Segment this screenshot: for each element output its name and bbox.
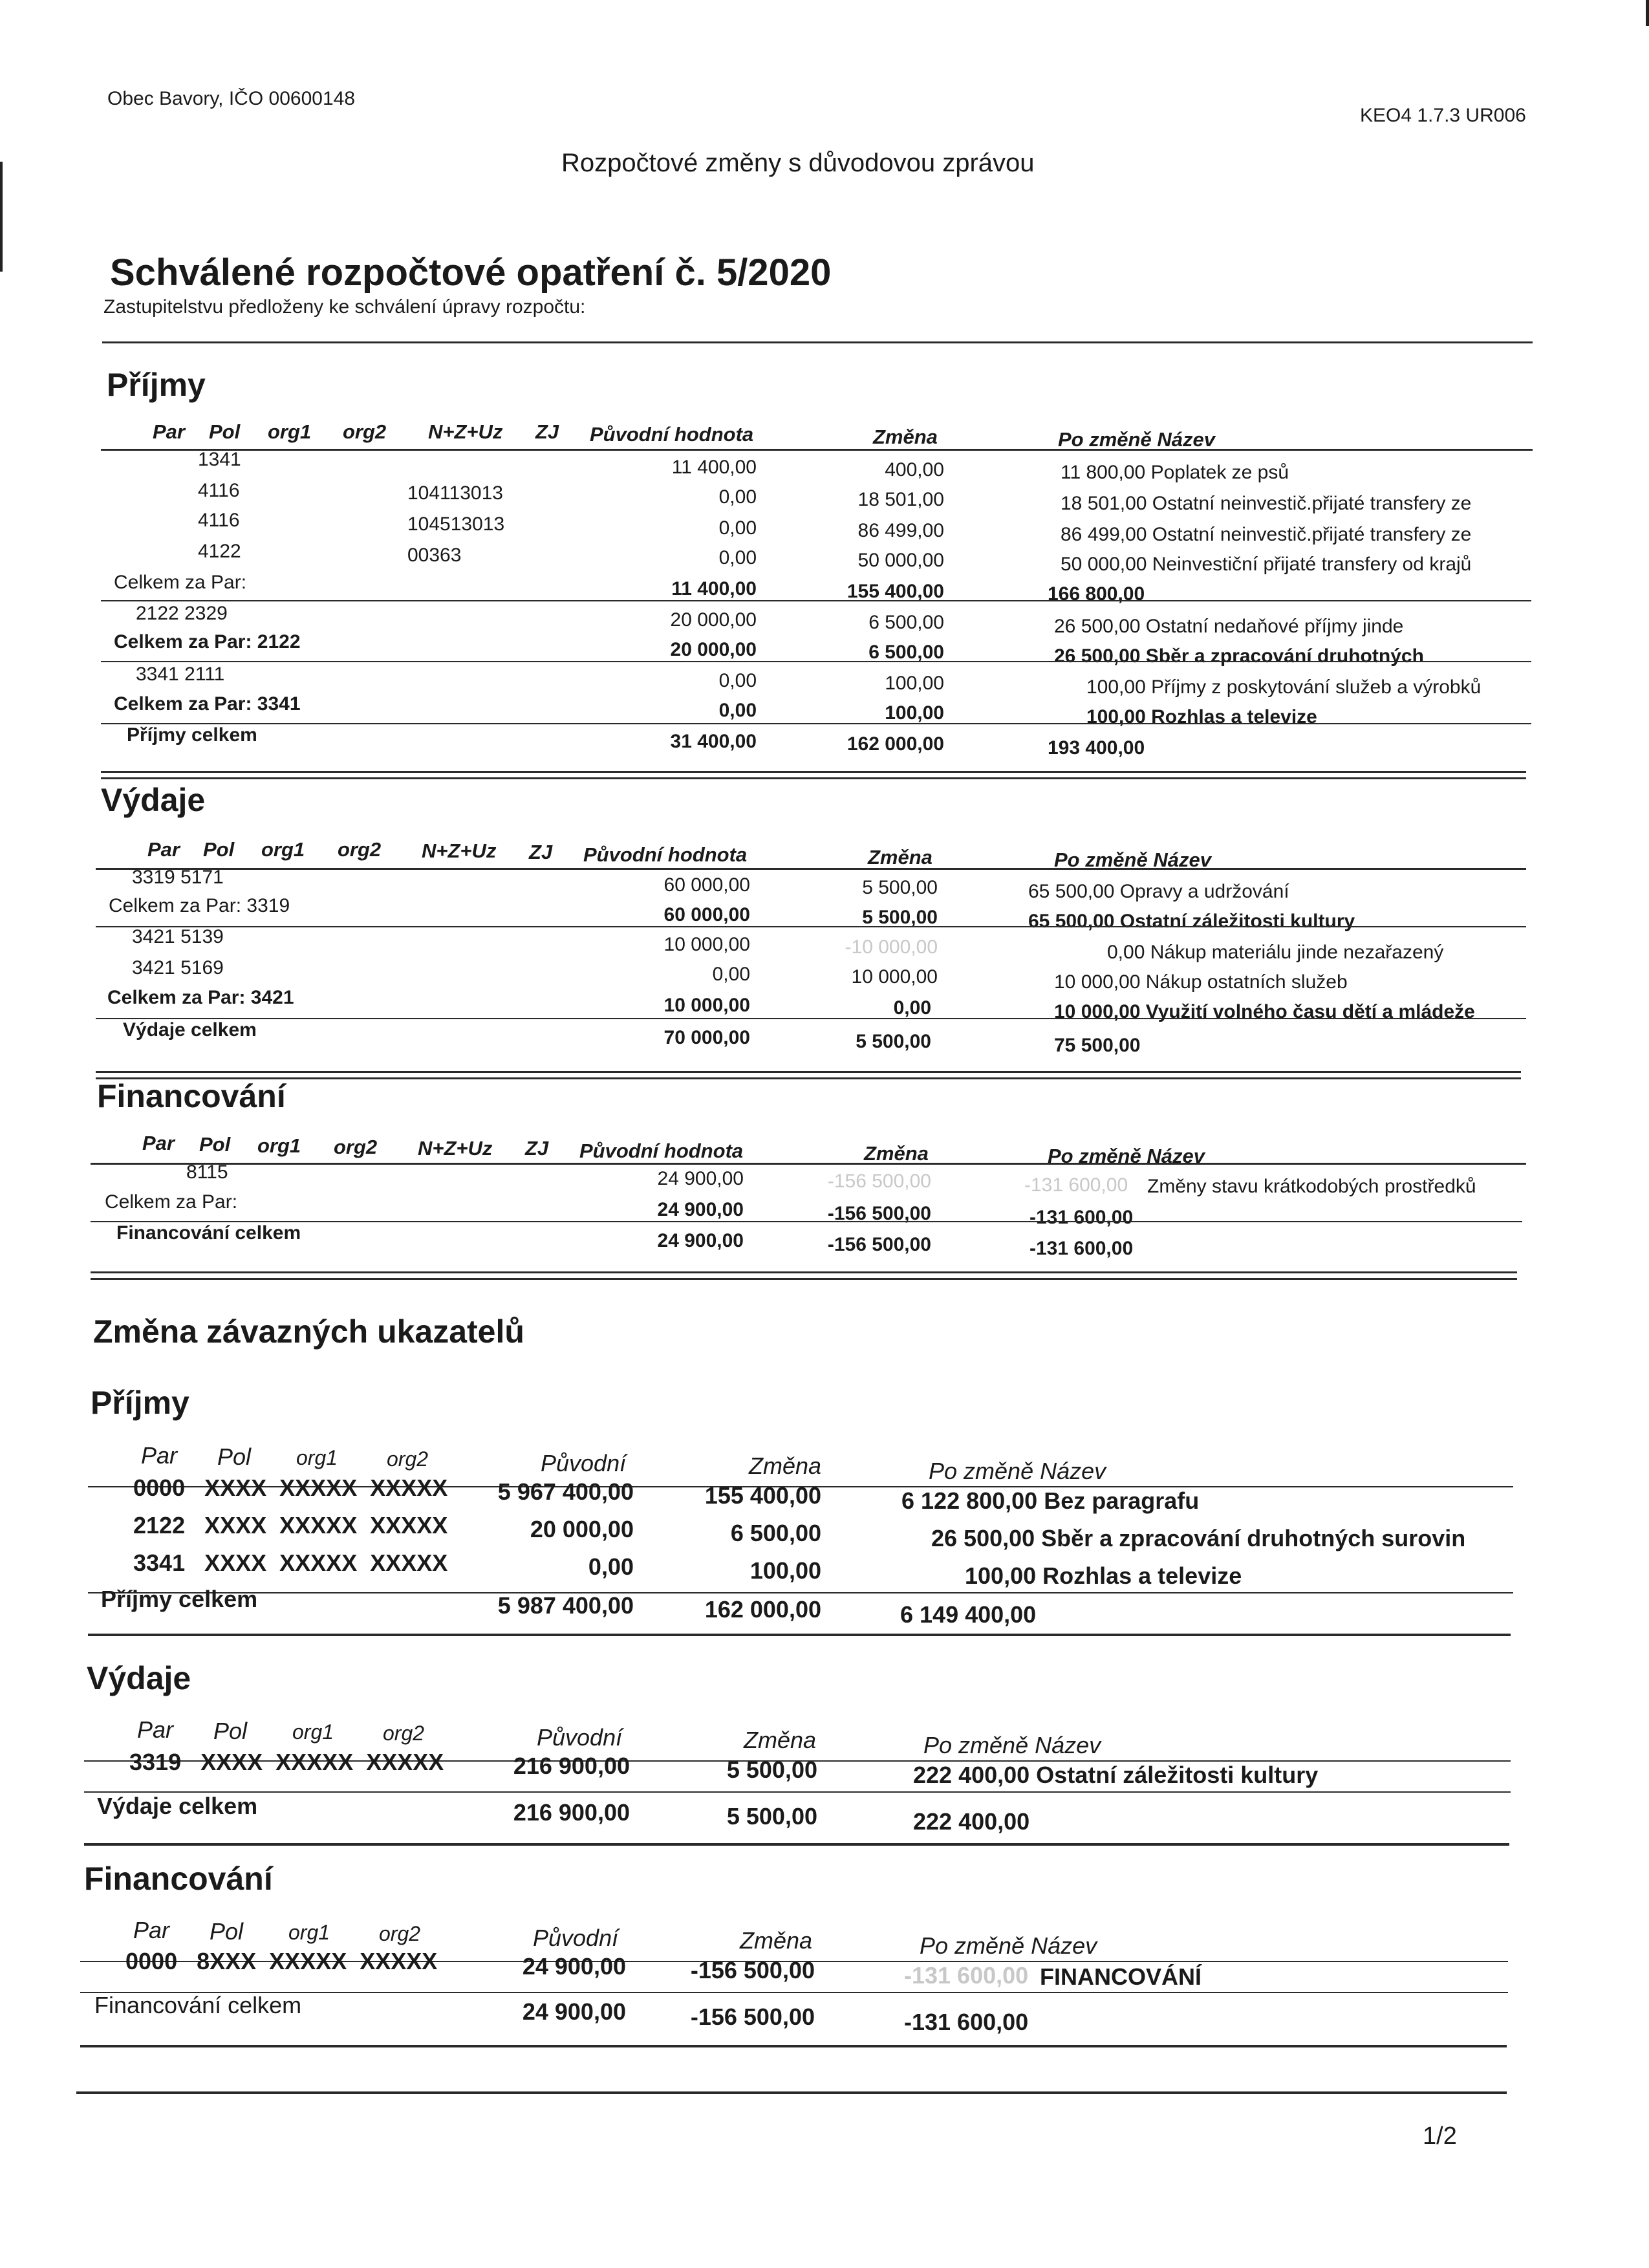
prijmy-heading: Příjmy	[107, 367, 206, 403]
row-pp: 4122	[198, 541, 241, 562]
subtotal-after: 10 000,00 Využití volného času dětí a mládeže	[1054, 1001, 1475, 1022]
col-org2: org2	[387, 1447, 429, 1471]
total-rule	[91, 1271, 1517, 1273]
row-org: 104513013	[407, 513, 505, 535]
total-change: 162 000,00	[846, 733, 944, 755]
col-org2: org2	[334, 1136, 378, 1158]
scan-edge-right	[1646, 0, 1649, 26]
col-par: Par	[142, 1132, 175, 1154]
row-after: 86 499,00 Ostatní neinvestič.přijaté transfery ze	[1061, 524, 1472, 545]
col-change: Změna	[873, 426, 938, 448]
col-par: Par	[133, 1917, 170, 1943]
col-after: Po změně Název	[920, 1932, 1097, 1959]
col-nzu: N+Z+Uz	[418, 1137, 493, 1160]
subtotal-after: 65 500,00 Ostatní záležitosti kultury	[1028, 911, 1355, 932]
subtotal-label: Celkem za Par:	[114, 572, 247, 593]
zmena-vydaje-heading: Výdaje	[87, 1660, 191, 1696]
row-orig: 216 900,00	[513, 1753, 630, 1779]
total-rule	[96, 1071, 1521, 1073]
total-rule	[84, 1843, 1509, 1846]
col-par: Par	[147, 838, 180, 861]
row-orig: 20 000,00	[530, 1516, 634, 1542]
subtotal-orig: 0,00	[718, 700, 757, 721]
scan-edge-left	[0, 162, 3, 272]
row-pp: 3421 5169	[132, 957, 224, 978]
col-after: Po změně Název	[929, 1458, 1106, 1484]
subtotal-label: Celkem za Par: 3319	[109, 895, 290, 916]
header-rule	[96, 868, 1526, 870]
total-rule	[80, 2045, 1507, 2047]
col-orig: Původní hodnota	[579, 1139, 744, 1162]
row-org: 104113013	[407, 482, 503, 504]
total-change: 162 000,00	[704, 1596, 821, 1623]
subtotal-change: 0,00	[893, 997, 931, 1019]
total-orig: 216 900,00	[513, 1799, 630, 1826]
row-code: 3319 XXXX XXXXX XXXXX	[129, 1749, 444, 1775]
subtotal-orig: 24 900,00	[657, 1199, 744, 1220]
zmena-prijmy-heading: Příjmy	[91, 1385, 189, 1421]
page-number: 1/2	[1423, 2122, 1457, 2150]
row-orig: 0,00	[718, 486, 757, 508]
col-org1: org1	[268, 420, 312, 443]
total-orig: 70 000,00	[663, 1027, 750, 1048]
row-after: 100,00 Rozhlas a televize	[965, 1562, 1242, 1589]
subtotal-orig: 20 000,00	[670, 639, 757, 660]
subtotal-change: -156 500,00	[827, 1203, 931, 1224]
col-pol: Pol	[209, 420, 241, 443]
financovani-heading: Financování	[97, 1078, 286, 1114]
subtotal-label: Celkem za Par: 3421	[107, 987, 294, 1008]
row-orig: 60 000,00	[663, 874, 750, 896]
total-change: 5 500,00	[726, 1803, 817, 1830]
subtotal-after: 26 500,00 Sběr a zpracování druhotných	[1054, 645, 1424, 667]
header-rule	[91, 1163, 1526, 1165]
row-change: 5 500,00	[726, 1756, 817, 1783]
col-pol: Pol	[203, 838, 235, 861]
row-orig: 0,00	[712, 964, 750, 985]
footer-rule	[76, 2091, 1507, 2094]
total-orig: 5 987 400,00	[497, 1592, 634, 1619]
col-orig: Původní	[541, 1450, 627, 1476]
row-divider	[101, 661, 1531, 662]
row-change: -156 500,00	[827, 1171, 931, 1192]
subtotal-after: 166 800,00	[1048, 583, 1145, 605]
row-divider	[101, 600, 1531, 601]
row-orig: 0,00	[718, 547, 757, 568]
col-after: Po změně Název	[1048, 1145, 1205, 1167]
total-change: -156 500,00	[827, 1234, 931, 1255]
col-org2: org2	[379, 1922, 421, 1945]
col-orig: Původní	[537, 1724, 623, 1751]
row-after: 6 122 800,00 Bez paragrafu	[901, 1487, 1200, 1514]
total-label: Výdaje celkem	[123, 1019, 257, 1041]
vydaje-heading: Výdaje	[101, 782, 206, 818]
col-org2: org2	[383, 1722, 425, 1745]
col-org1: org1	[257, 1134, 301, 1157]
row-after: 100,00 Příjmy z poskytování služeb a výrobků	[1086, 676, 1482, 698]
row-pp: 3319 5171	[132, 867, 224, 888]
row-after-num: -131 600,00	[1024, 1174, 1128, 1196]
row-orig: 11 400,00	[671, 457, 757, 478]
row-after-num: -131 600,00	[904, 1962, 1029, 1989]
col-change: Změna	[868, 846, 932, 869]
total-orig: 24 900,00	[522, 1998, 626, 2025]
row-change: -10 000,00	[845, 936, 938, 958]
row-after-name: FINANCOVÁNÍ	[1040, 1963, 1202, 1990]
total-after: -131 600,00	[904, 2009, 1029, 2035]
col-after: Po změně Název	[1054, 848, 1211, 871]
col-par: Par	[141, 1442, 178, 1469]
header-rule	[101, 449, 1533, 451]
col-change: Změna	[740, 1927, 813, 1954]
document-subtitle: Zastupitelstvu předloženy ke schválení úpravy rozpočtu:	[103, 296, 586, 318]
row-orig: 24 900,00	[657, 1168, 744, 1189]
row-code: 3341 XXXX XXXXX XXXXX	[133, 1550, 448, 1576]
total-after: -131 600,00	[1029, 1238, 1134, 1259]
report-code: KEO4 1.7.3 UR006	[1360, 105, 1526, 126]
col-org1: org1	[288, 1921, 330, 1944]
col-pol: Pol	[199, 1133, 231, 1156]
row-orig: 0,00	[588, 1553, 634, 1580]
row-pp: 8115	[186, 1161, 228, 1183]
total-rule	[101, 771, 1526, 773]
col-zj: ZJ	[535, 420, 559, 443]
subtotal-after: -131 600,00	[1029, 1207, 1134, 1228]
col-change: Změna	[864, 1142, 929, 1165]
row-divider	[84, 1791, 1511, 1793]
subtotal-label: Celkem za Par:	[105, 1191, 238, 1213]
row-pp: 2122 2329	[136, 603, 228, 624]
row-divider	[96, 1018, 1526, 1019]
title-divider	[102, 341, 1533, 343]
row-pp: 3341 2111	[136, 664, 225, 685]
subtotal-change: 5 500,00	[862, 907, 938, 928]
subtotal-change: 6 500,00	[868, 642, 944, 663]
row-after: 65 500,00 Opravy a udržování	[1028, 881, 1289, 902]
subtotal-orig: 10 000,00	[663, 995, 750, 1016]
col-org2: org2	[343, 420, 387, 443]
subtotal-label: Celkem za Par: 2122	[114, 631, 301, 653]
row-code: 0000 XXXX XXXXX XXXXX	[133, 1474, 448, 1501]
col-nzu: N+Z+Uz	[422, 839, 497, 862]
col-pol: Pol	[210, 1918, 244, 1945]
row-change: 18 501,00	[857, 489, 944, 510]
row-after: 26 500,00 Ostatní nedaňové příjmy jinde	[1054, 616, 1404, 637]
col-after: Po změně Název	[1058, 428, 1215, 451]
subtotal-change: 100,00	[885, 702, 944, 724]
row-code: 2122 XXXX XXXXX XXXXX	[133, 1512, 448, 1539]
col-orig: Původní hodnota	[583, 843, 748, 866]
row-divider	[101, 723, 1531, 724]
total-after: 6 149 400,00	[900, 1601, 1037, 1628]
total-orig: 24 900,00	[657, 1230, 744, 1251]
total-after: 75 500,00	[1054, 1035, 1141, 1056]
row-change: 10 000,00	[851, 966, 938, 988]
row-after: 11 800,00 Poplatek ze psů	[1061, 462, 1289, 483]
row-change: 5 500,00	[862, 877, 938, 898]
row-code: 0000 8XXX XXXXX XXXXX	[125, 1948, 438, 1974]
row-pp: 3421 5139	[132, 926, 224, 947]
col-change: Změna	[744, 1727, 817, 1753]
row-change: 6 500,00	[730, 1520, 821, 1546]
row-divider	[88, 1592, 1513, 1593]
row-after: 222 400,00 Ostatní záležitosti kultury	[913, 1762, 1319, 1788]
zmena-financovani-heading: Financování	[84, 1861, 273, 1897]
row-change: 86 499,00	[857, 520, 944, 541]
row-after: 26 500,00 Sběr a zpracování druhotných surovin	[931, 1525, 1466, 1551]
zmena-heading: Změna závazných ukazatelů	[93, 1313, 524, 1350]
col-par: Par	[137, 1716, 174, 1743]
row-change: 100,00	[885, 673, 944, 694]
row-after: 18 501,00 Ostatní neinvestič.přijaté transfery ze	[1061, 493, 1472, 514]
row-change: 6 500,00	[868, 612, 944, 633]
row-orig: 5 967 400,00	[497, 1478, 634, 1505]
row-after: 50 000,00 Neinvestiční přijaté transfery od krajů	[1061, 554, 1472, 575]
row-orig: 10 000,00	[663, 934, 750, 955]
total-after: 193 400,00	[1048, 737, 1145, 759]
col-orig: Původní hodnota	[590, 423, 754, 446]
total-orig: 31 400,00	[670, 731, 757, 752]
document-title: Schválené rozpočtové opatření č. 5/2020	[110, 252, 832, 294]
col-orig: Původní	[533, 1925, 619, 1951]
row-pp: 4116	[198, 480, 240, 501]
total-rule	[91, 1278, 1517, 1280]
subtotal-orig: 60 000,00	[663, 904, 750, 925]
row-after: 0,00 Nákup materiálu jinde nezařazený	[1107, 942, 1444, 963]
total-label: Financování celkem	[94, 1992, 302, 2018]
col-pol: Pol	[217, 1443, 252, 1470]
subtotal-after: 100,00 Rozhlas a televize	[1086, 706, 1317, 728]
row-after-name: Změny stavu krátkodobých prostředků	[1147, 1176, 1476, 1197]
total-label: Příjmy celkem	[101, 1586, 258, 1612]
organization-name: Obec Bavory, IČO 00600148	[107, 88, 355, 109]
page-title: Rozpočtové změny s důvodovou zprávou	[561, 149, 1035, 177]
total-rule	[88, 1634, 1511, 1636]
col-org1: org1	[292, 1720, 334, 1744]
row-org: 00363	[407, 545, 462, 566]
row-orig: 24 900,00	[522, 1953, 626, 1980]
row-pp: 1341	[198, 449, 241, 470]
row-change: 100,00	[749, 1557, 821, 1584]
col-org1: org1	[296, 1446, 338, 1469]
total-label: Financování celkem	[116, 1222, 301, 1244]
row-change: 50 000,00	[857, 550, 944, 571]
row-change: 155 400,00	[704, 1482, 821, 1509]
col-after: Po změně Název	[923, 1732, 1101, 1758]
row-pp: 4116	[198, 510, 240, 531]
col-change: Změna	[749, 1453, 822, 1479]
row-change: -156 500,00	[690, 1957, 815, 1983]
row-after: 10 000,00 Nákup ostatních služeb	[1054, 971, 1348, 993]
total-rule	[101, 777, 1526, 779]
col-par: Par	[153, 420, 185, 443]
col-zj: ZJ	[529, 841, 553, 863]
col-pol: Pol	[213, 1718, 248, 1744]
row-orig: 20 000,00	[670, 609, 757, 631]
subtotal-change: 155 400,00	[846, 581, 944, 602]
row-divider	[91, 1221, 1522, 1222]
col-zj: ZJ	[525, 1137, 549, 1160]
col-nzu: N+Z+Uz	[428, 420, 503, 443]
total-change: -156 500,00	[690, 2003, 815, 2030]
row-orig: 0,00	[718, 670, 757, 691]
total-after: 222 400,00	[913, 1808, 1030, 1835]
subtotal-label: Celkem za Par: 3341	[114, 693, 301, 715]
row-change: 400,00	[885, 459, 944, 481]
col-org2: org2	[338, 838, 382, 861]
subtotal-orig: 11 400,00	[671, 578, 757, 599]
col-org1: org1	[261, 838, 305, 861]
row-divider	[96, 926, 1526, 927]
total-rule	[96, 1077, 1521, 1079]
total-change: 5 500,00	[856, 1031, 931, 1052]
total-label: Příjmy celkem	[127, 724, 257, 746]
row-orig: 0,00	[718, 517, 757, 539]
total-label: Výdaje celkem	[97, 1793, 258, 1819]
